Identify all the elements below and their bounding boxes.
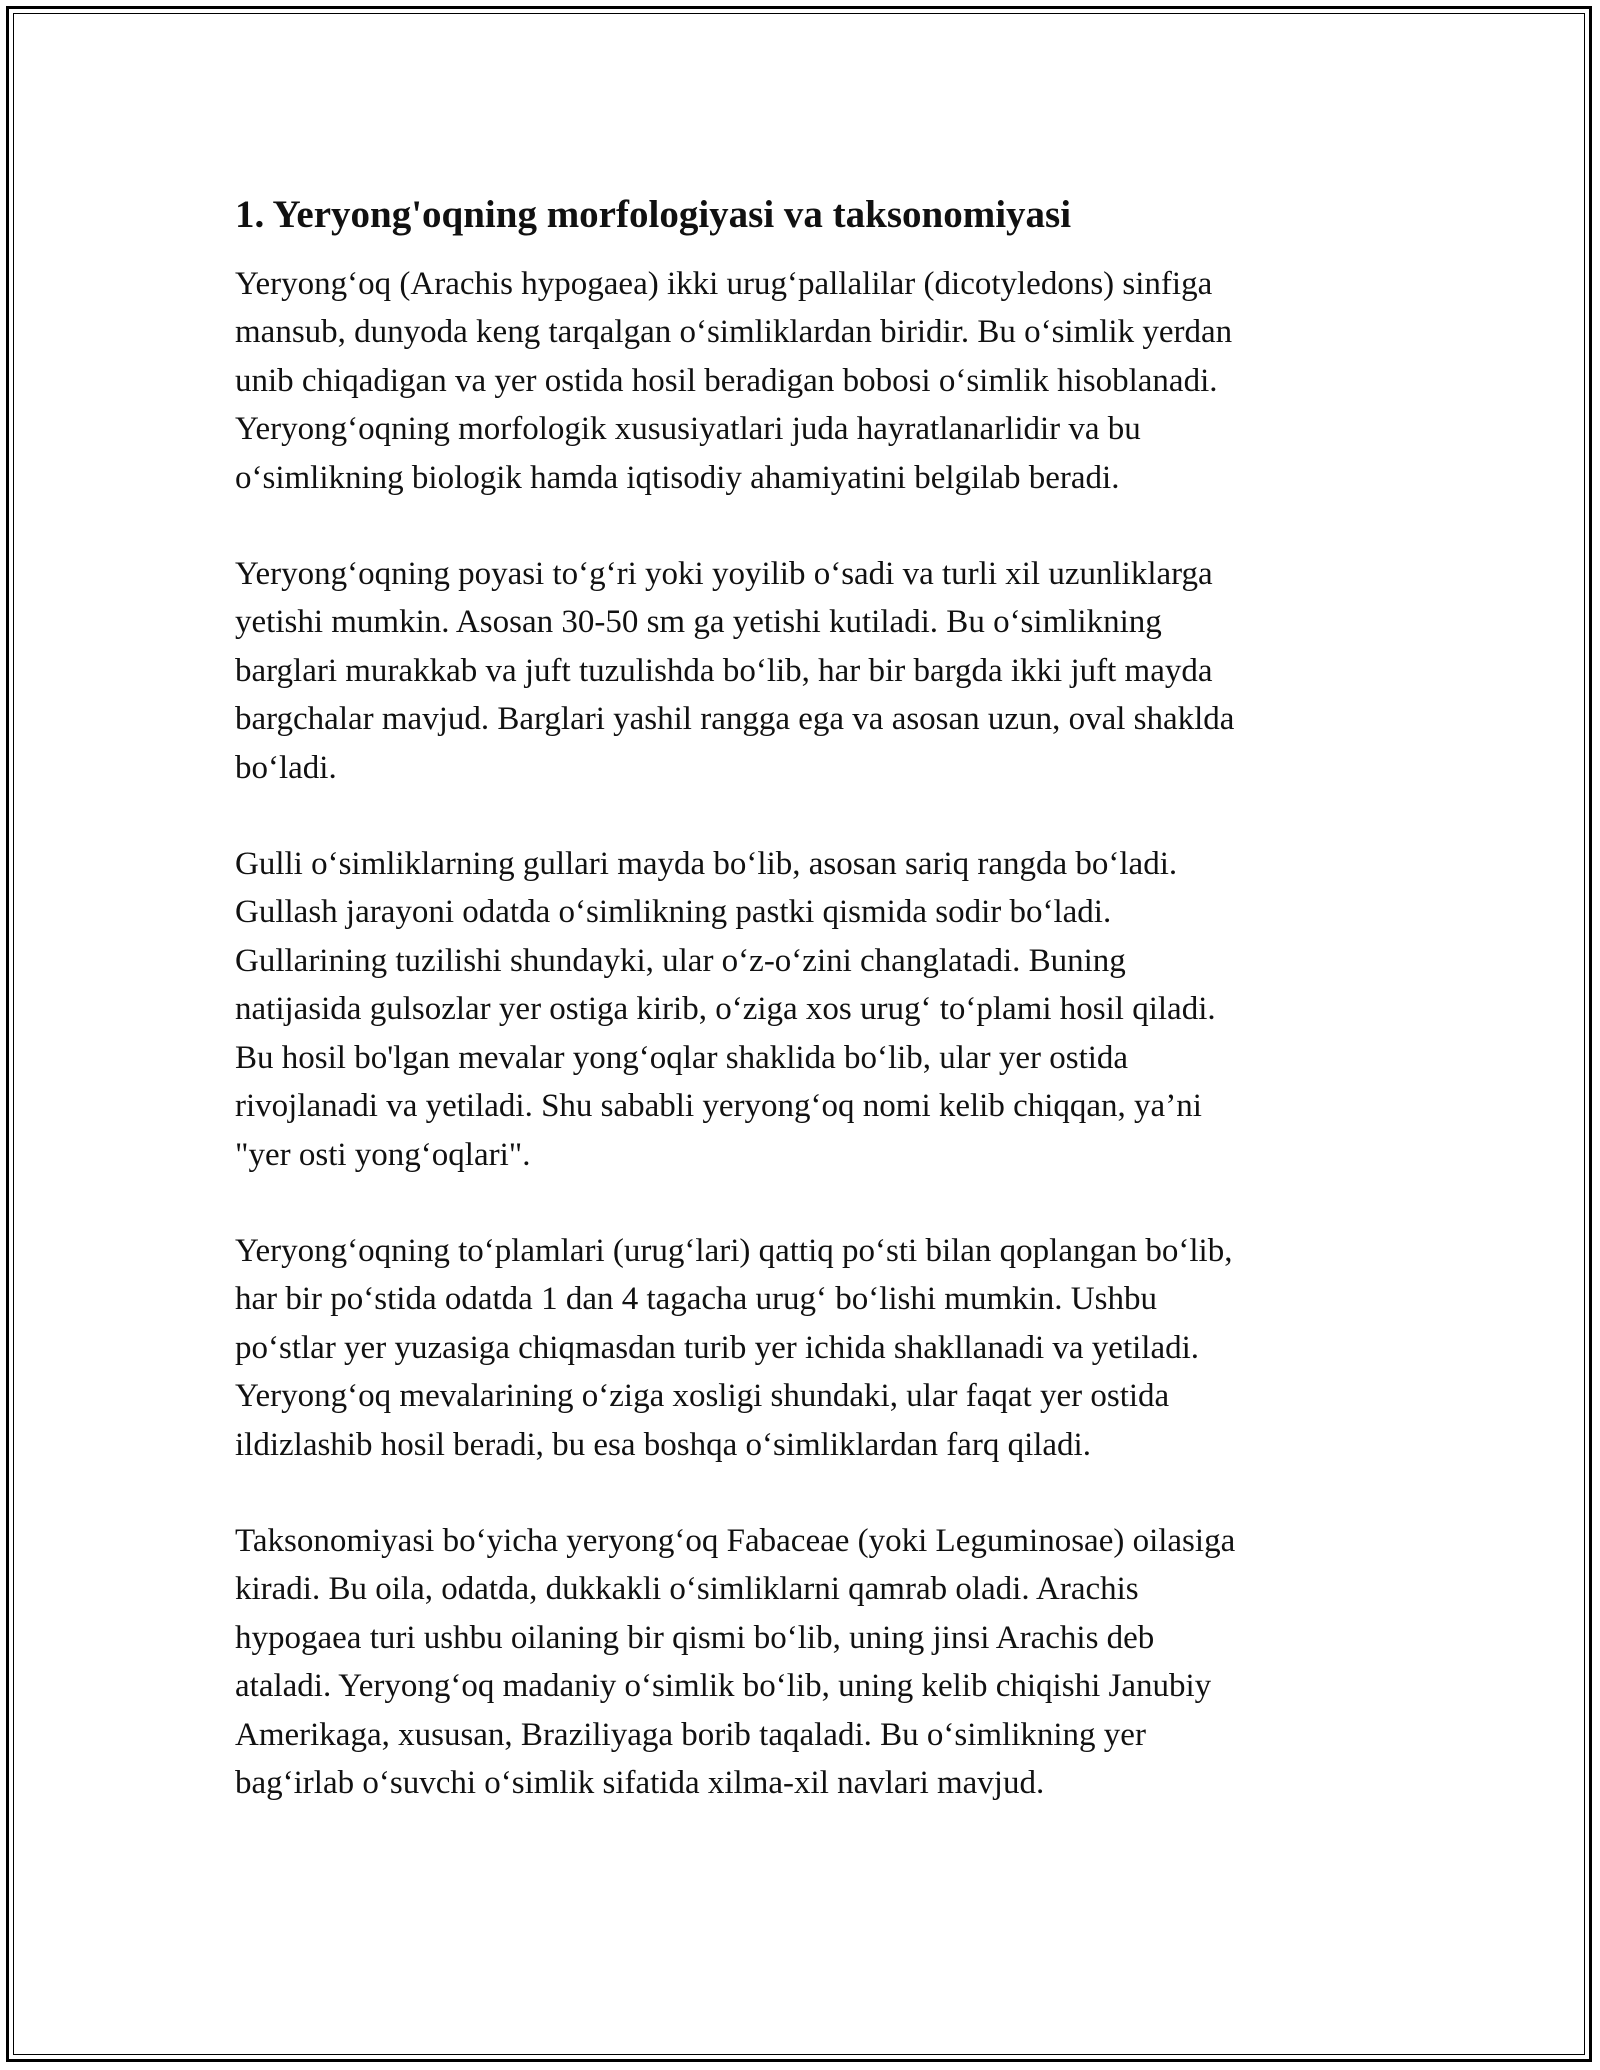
paragraph-morphology-intro: Yeryongʻoq (Arachis hypogaea) ikki urugʻpallalilar (dicotyledons) sinfiga mansub, dunyoda keng tarqalgan oʻsimliklardan biridir. Bu oʻsimlik yerdan unib chiqadigan va yer ostida hosil beradigan bobosi oʻsimlik hisoblanadi. Yeryongʻoqning morfologik xususiyatlari juda hayratlanarlidir va bu oʻsimlikning biologik hamda iqtisodiy ahamiyatini belgilab beradi. (235, 266, 1233, 496)
paragraph-stem-leaves: Yeryongʻoqning poyasi toʻgʻri yoki yoyilib oʻsadi va turli xil uzunliklarga yetishi mumkin. Asosan 30-50 sm ga yetishi kutiladi. Bu oʻsimlikning barglari murakkab va juft tuzulishda boʻlib, har bir bargda ikki juft mayda bargchalar mavjud. Barglari yashil rangga ega va asosan uzun, oval shaklda boʻladi. (235, 556, 1235, 786)
paragraph-flowers: Gulli oʻsimliklarning gullari mayda boʻlib, asosan sariq rangda boʻladi. Gullash jarayoni odatda oʻsimlikning pastki qismida sodir boʻladi. Gullarining tuzilishi shundayki, ular oʻz-oʻzini changlatadi. Buning natijasida gulsozlar yer ostiga kirib, oʻziga xos urugʻ toʻplami hosil qiladi. Bu hosil bo'lgan mevalar yongʻoqlar shaklida boʻlib, ular yer ostida rivojlanadi va yetiladi. Shu sababli yeryongʻoq nomi kelib chiqqan, ya’ni "yer osti yongʻoqlari". (235, 846, 1216, 1173)
section-title: 1. Yeryong'oqning morfologiyasi va taksonomiyasi (235, 193, 1072, 236)
paragraph-seeds: Yeryongʻoqning toʻplamlari (urugʻlari) qattiq poʻsti bilan qoplangan boʻlib, har bir poʻstida odatda 1 dan 4 tagacha urugʻ boʻlishi mumkin. Ushbu poʻstlar yer yuzasiga chiqmasdan turib yer ichida shakllanadi va yetiladi. Yeryongʻoq mevalarining oʻziga xosligi shundaki, ular faqat yer ostida ildizlashib hosil beradi, bu esa boshqa oʻsimliklardan farq qiladi. (235, 1232, 1233, 1463)
document-body (235, 188, 1375, 1855)
paragraph-taxonomy: Taksonomiyasi boʻyicha yeryongʻoq Fabaceae (yoki Leguminosae) oilasiga kiradi. Bu oila, odatda, dukkakli oʻsimliklarni qamrab oladi. Arachis hypogaea turi ushbu oilaning bir qismi boʻlib, uning jinsi Arachis deb ataladi. Yeryongʻoq madaniy oʻsimlik boʻlib, uning kelib chiqishi Janubiy Amerikaga, xususan, Braziliyaga borib taqaladi. Bu oʻsimlikning yer bagʻirlab oʻsuvchi oʻsimlik sifatida xilma-xil navlari mavjud. (235, 1522, 1236, 1801)
